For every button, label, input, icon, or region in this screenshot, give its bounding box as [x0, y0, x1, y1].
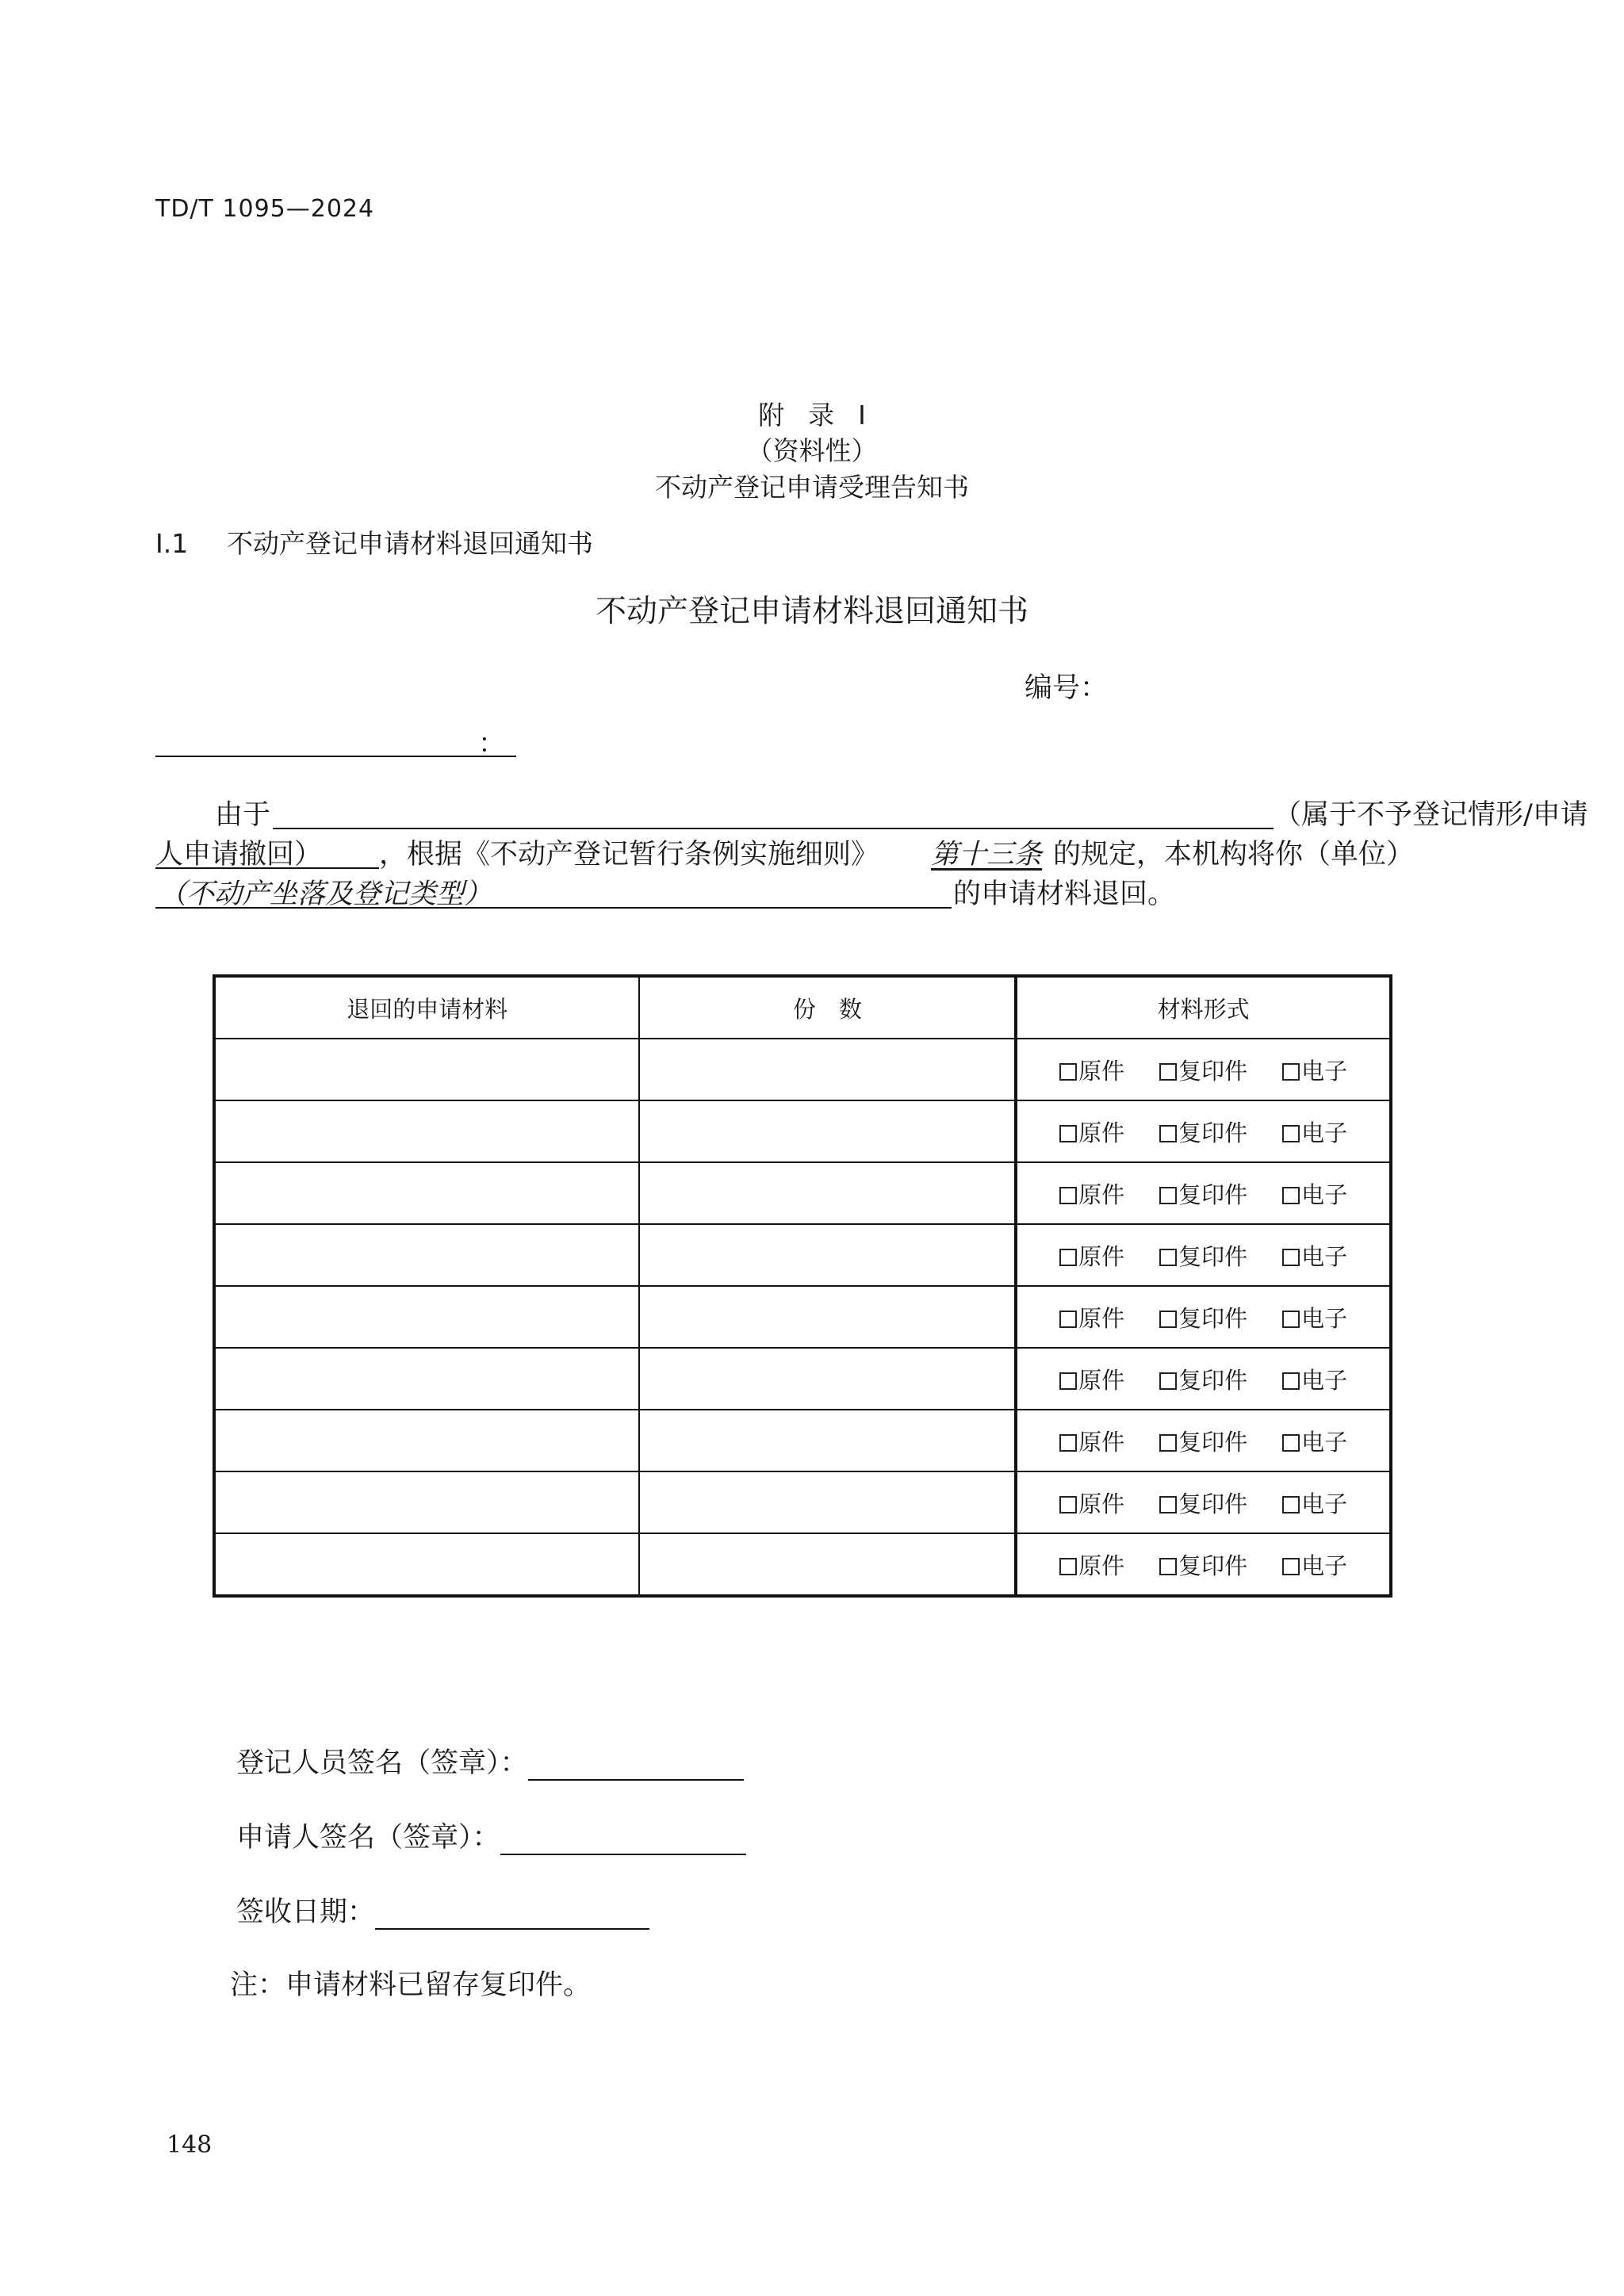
form-option[interactable]	[1159, 1239, 1247, 1272]
form-option-label: 原件	[1078, 1119, 1125, 1146]
count-cell[interactable]	[639, 1533, 1016, 1596]
applicant-signature-blank[interactable]	[500, 1828, 746, 1855]
reason-hint-1: （属于不予登记情形/申请	[1274, 799, 1588, 831]
checkbox-icon[interactable]	[1159, 1063, 1177, 1081]
form-option[interactable]	[1282, 1177, 1347, 1210]
checkbox-icon[interactable]	[1159, 1496, 1177, 1513]
table-row	[214, 1533, 1391, 1596]
page-number: 148	[167, 2131, 213, 2159]
appendix-title: 不动产登记申请受理告知书	[655, 472, 969, 503]
reason-hint-2: 人申请撤回）	[155, 839, 323, 871]
form-option-label: 原件	[1078, 1366, 1125, 1394]
checkbox-icon[interactable]	[1059, 1063, 1077, 1081]
document-code: TD/T 1095—2024	[155, 195, 375, 223]
form-option[interactable]	[1159, 1548, 1247, 1581]
material-form-cell	[1016, 1410, 1391, 1471]
addressee-field[interactable]	[155, 720, 516, 760]
section-title: 不动产登记申请材料退回通知书	[227, 528, 593, 559]
material-cell[interactable]	[214, 1533, 639, 1596]
count-cell[interactable]	[639, 1286, 1016, 1348]
table-header-row	[214, 976, 1391, 1039]
reason-blank[interactable]	[273, 793, 1274, 829]
appendix-nature: （资料性）	[746, 435, 878, 466]
material-form-cell	[1016, 1286, 1391, 1348]
checkbox-icon[interactable]	[1159, 1187, 1177, 1204]
header-form: 材料形式	[1016, 976, 1391, 1039]
form-option-label: 原件	[1078, 1552, 1125, 1579]
checkbox-icon[interactable]	[1159, 1249, 1177, 1266]
count-cell[interactable]	[639, 1224, 1016, 1286]
checkbox-icon[interactable]	[1059, 1311, 1077, 1328]
form-option[interactable]	[1059, 1239, 1124, 1272]
checkbox-icon[interactable]	[1282, 1249, 1300, 1266]
material-form-cell	[1016, 1162, 1391, 1224]
form-option[interactable]	[1159, 1487, 1247, 1519]
material-form-cell	[1016, 1039, 1391, 1100]
form-option-label: 复印件	[1178, 1119, 1248, 1146]
material-form-cell	[1016, 1224, 1391, 1286]
checkbox-icon[interactable]	[1059, 1187, 1077, 1204]
form-option-label: 电子	[1301, 1242, 1348, 1270]
form-option-label: 复印件	[1178, 1057, 1248, 1085]
checkbox-icon[interactable]	[1282, 1063, 1300, 1081]
table-row	[214, 1100, 1391, 1162]
form-option-label: 复印件	[1178, 1428, 1248, 1456]
notice-paragraph	[155, 793, 1588, 912]
checkbox-icon[interactable]	[1282, 1125, 1300, 1142]
header-count: 份 数	[639, 976, 1016, 1039]
para-start: 由于	[215, 799, 271, 831]
material-cell[interactable]	[214, 1348, 639, 1410]
form-option[interactable]	[1159, 1054, 1247, 1086]
form-option[interactable]	[1282, 1301, 1347, 1334]
count-cell[interactable]	[639, 1039, 1016, 1100]
checkbox-icon[interactable]	[1159, 1434, 1177, 1452]
form-option[interactable]	[1282, 1548, 1347, 1581]
form-option[interactable]	[1059, 1115, 1124, 1148]
form-option[interactable]	[1059, 1487, 1124, 1519]
material-form-cell	[1016, 1348, 1391, 1410]
addressee-colon: ：	[478, 728, 505, 760]
applicant-signature-label: 申请人签名（签章）：	[236, 1822, 500, 1854]
receipt-date-blank[interactable]	[375, 1903, 649, 1930]
form-option[interactable]	[1159, 1301, 1247, 1334]
form-option-label: 电子	[1301, 1181, 1348, 1208]
material-form-cell	[1016, 1471, 1391, 1533]
section-heading	[155, 523, 593, 561]
form-option-label: 电子	[1301, 1490, 1348, 1517]
form-option-label: 复印件	[1178, 1242, 1248, 1270]
appendix-letter: I	[858, 400, 866, 430]
applicant-signature	[236, 1816, 746, 1855]
form-title: 不动产登记申请材料退回通知书	[595, 594, 1028, 629]
count-cell[interactable]	[639, 1410, 1016, 1471]
registrar-signature-label: 登记人员签名（签章）：	[236, 1747, 528, 1779]
article-reference: 第十三条	[931, 839, 1043, 871]
table-row	[214, 1224, 1391, 1286]
form-option-label: 电子	[1301, 1428, 1348, 1456]
form-option-label: 原件	[1078, 1242, 1125, 1270]
checkbox-icon[interactable]	[1159, 1372, 1177, 1390]
material-cell[interactable]	[214, 1471, 639, 1533]
form-option[interactable]	[1282, 1425, 1347, 1457]
header-material: 退回的申请材料	[214, 976, 639, 1039]
checkbox-icon[interactable]	[1059, 1558, 1077, 1575]
para-after-article: 的规定，本机构将你（单位）	[1053, 839, 1415, 871]
form-option[interactable]	[1282, 1487, 1347, 1519]
checkbox-icon[interactable]	[1059, 1125, 1077, 1142]
table-row	[214, 1039, 1391, 1100]
table-row	[214, 1162, 1391, 1224]
form-option[interactable]	[1159, 1363, 1247, 1395]
form-option[interactable]	[1059, 1054, 1124, 1086]
material-cell[interactable]	[214, 1410, 639, 1471]
form-option[interactable]	[1282, 1115, 1347, 1148]
checkbox-icon[interactable]	[1282, 1311, 1300, 1328]
form-option[interactable]	[1059, 1548, 1124, 1581]
form-option-label: 原件	[1078, 1181, 1125, 1208]
table-row	[214, 1348, 1391, 1410]
count-cell[interactable]	[639, 1162, 1016, 1224]
appendix-label	[0, 395, 1624, 432]
form-option[interactable]	[1159, 1177, 1247, 1210]
form-option-label: 复印件	[1178, 1490, 1248, 1517]
form-option-label: 电子	[1301, 1057, 1348, 1085]
receipt-date	[236, 1890, 649, 1930]
form-option-label: 原件	[1078, 1490, 1125, 1517]
checkbox-icon[interactable]	[1282, 1434, 1300, 1452]
material-cell[interactable]	[214, 1162, 639, 1224]
checkbox-icon[interactable]	[1059, 1434, 1077, 1452]
checkbox-icon[interactable]	[1059, 1496, 1077, 1513]
checkbox-icon[interactable]	[1282, 1558, 1300, 1575]
checkbox-icon[interactable]	[1159, 1125, 1177, 1142]
material-form-cell	[1016, 1100, 1391, 1162]
form-option[interactable]	[1159, 1115, 1247, 1148]
material-cell[interactable]	[214, 1286, 639, 1348]
form-option-label: 复印件	[1178, 1366, 1248, 1394]
para-mid: ，根据《不动产登记暂行条例实施细则》	[379, 839, 879, 871]
form-option-label: 原件	[1078, 1304, 1125, 1332]
material-cell[interactable]	[214, 1039, 639, 1100]
form-option-label: 复印件	[1178, 1552, 1248, 1579]
form-option[interactable]	[1059, 1425, 1124, 1457]
form-number-label: 编号：	[1025, 672, 1109, 704]
appendix-word: 附	[758, 400, 785, 430]
property-hint: （不动产坐落及登记类型）	[159, 878, 492, 910]
form-option[interactable]	[1059, 1363, 1124, 1395]
checkbox-icon[interactable]	[1282, 1187, 1300, 1204]
form-option[interactable]	[1059, 1301, 1124, 1334]
appendix-word-2: 录	[808, 400, 835, 430]
form-option-label: 复印件	[1178, 1181, 1248, 1208]
count-cell[interactable]	[639, 1100, 1016, 1162]
form-option-label: 电子	[1301, 1552, 1348, 1579]
checkbox-icon[interactable]	[1282, 1496, 1300, 1513]
receipt-date-label: 签收日期：	[236, 1896, 376, 1928]
form-option-label: 复印件	[1178, 1304, 1248, 1332]
form-option-label: 原件	[1078, 1057, 1125, 1085]
para-end: 的申请材料退回。	[953, 878, 1176, 910]
material-form-cell	[1016, 1533, 1391, 1596]
form-option[interactable]	[1159, 1425, 1247, 1457]
material-cell[interactable]	[214, 1224, 639, 1286]
form-option[interactable]	[1282, 1054, 1347, 1086]
material-cell[interactable]	[214, 1100, 639, 1162]
table-row	[214, 1286, 1391, 1348]
form-option-label: 电子	[1301, 1366, 1348, 1394]
checkbox-icon[interactable]	[1282, 1372, 1300, 1390]
table-row	[214, 1471, 1391, 1533]
section-number: I.1	[155, 528, 189, 559]
form-option[interactable]	[1282, 1239, 1347, 1272]
count-cell[interactable]	[639, 1471, 1016, 1533]
table-row	[214, 1410, 1391, 1471]
returned-materials-table	[213, 974, 1392, 1598]
checkbox-icon[interactable]	[1059, 1249, 1077, 1266]
count-cell[interactable]	[639, 1348, 1016, 1410]
form-option[interactable]	[1282, 1363, 1347, 1395]
form-option-label: 电子	[1301, 1304, 1348, 1332]
checkbox-icon[interactable]	[1159, 1311, 1177, 1328]
form-option[interactable]	[1059, 1177, 1124, 1210]
form-option-label: 电子	[1301, 1119, 1348, 1146]
form-option-label: 原件	[1078, 1428, 1125, 1456]
checkbox-icon[interactable]	[1059, 1372, 1077, 1390]
checkbox-icon[interactable]	[1159, 1558, 1177, 1575]
footnote: 注：申请材料已留存复印件。	[230, 1969, 592, 2001]
registrar-signature	[236, 1741, 744, 1781]
registrar-signature-blank[interactable]	[528, 1754, 744, 1781]
